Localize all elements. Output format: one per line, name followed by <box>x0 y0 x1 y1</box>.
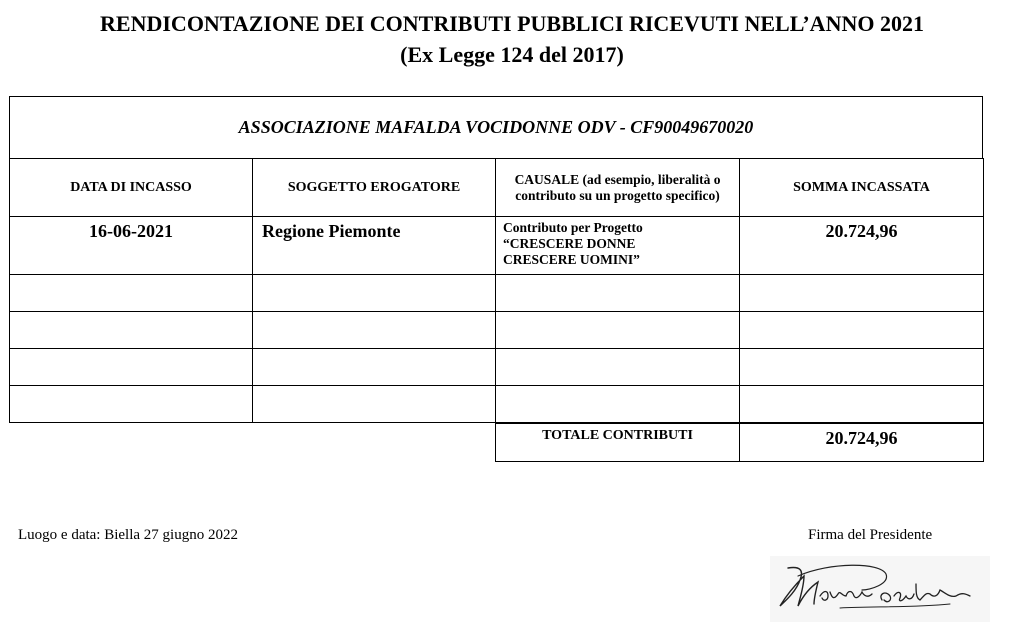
header-date: DATA DI INCASSO <box>10 159 253 217</box>
organization-header <box>9 96 983 159</box>
table-row-empty <box>10 312 984 349</box>
total-table <box>495 423 984 462</box>
table-row <box>10 217 984 275</box>
total-label: TOTALE CONTRIBUTI <box>496 424 740 462</box>
document-title <box>0 8 1024 70</box>
organization-name: ASSOCIAZIONE MAFALDA VOCIDONNE ODV - CF90049670020 <box>238 117 754 137</box>
title-line-2: (Ex Legge 124 del 2017) <box>400 42 624 67</box>
place-and-date: Luogo e data: Biella 27 giugno 2022 <box>18 527 238 543</box>
table-header-row <box>10 159 984 217</box>
table-row-empty <box>10 386 984 423</box>
header-amount: SOMMA INCASSATA <box>740 159 984 217</box>
cell-reason: Contributo per Progetto “CRESCERE DONNE CRESCERE UOMINI” <box>496 217 740 275</box>
table-row-empty <box>10 349 984 386</box>
cell-date: 16-06-2021 <box>10 217 253 275</box>
table-row-empty <box>10 275 984 312</box>
total-value: 20.724,96 <box>740 424 984 462</box>
signature-label: Firma del Presidente <box>808 527 933 543</box>
contributions-table <box>9 158 984 423</box>
cell-amount: 20.724,96 <box>740 217 984 275</box>
cell-source: Regione Piemonte <box>253 217 496 275</box>
header-source: SOGGETTO EROGATORE <box>253 159 496 217</box>
title-line-1: RENDICONTAZIONE DEI CONTRIBUTI PUBBLICI RICEVUTI NELL’ANNO 2021 <box>100 11 924 36</box>
signature-image <box>770 556 990 622</box>
header-reason: CAUSALE (ad esempio, liberalità o contributo su un progetto specifico) <box>496 159 740 217</box>
